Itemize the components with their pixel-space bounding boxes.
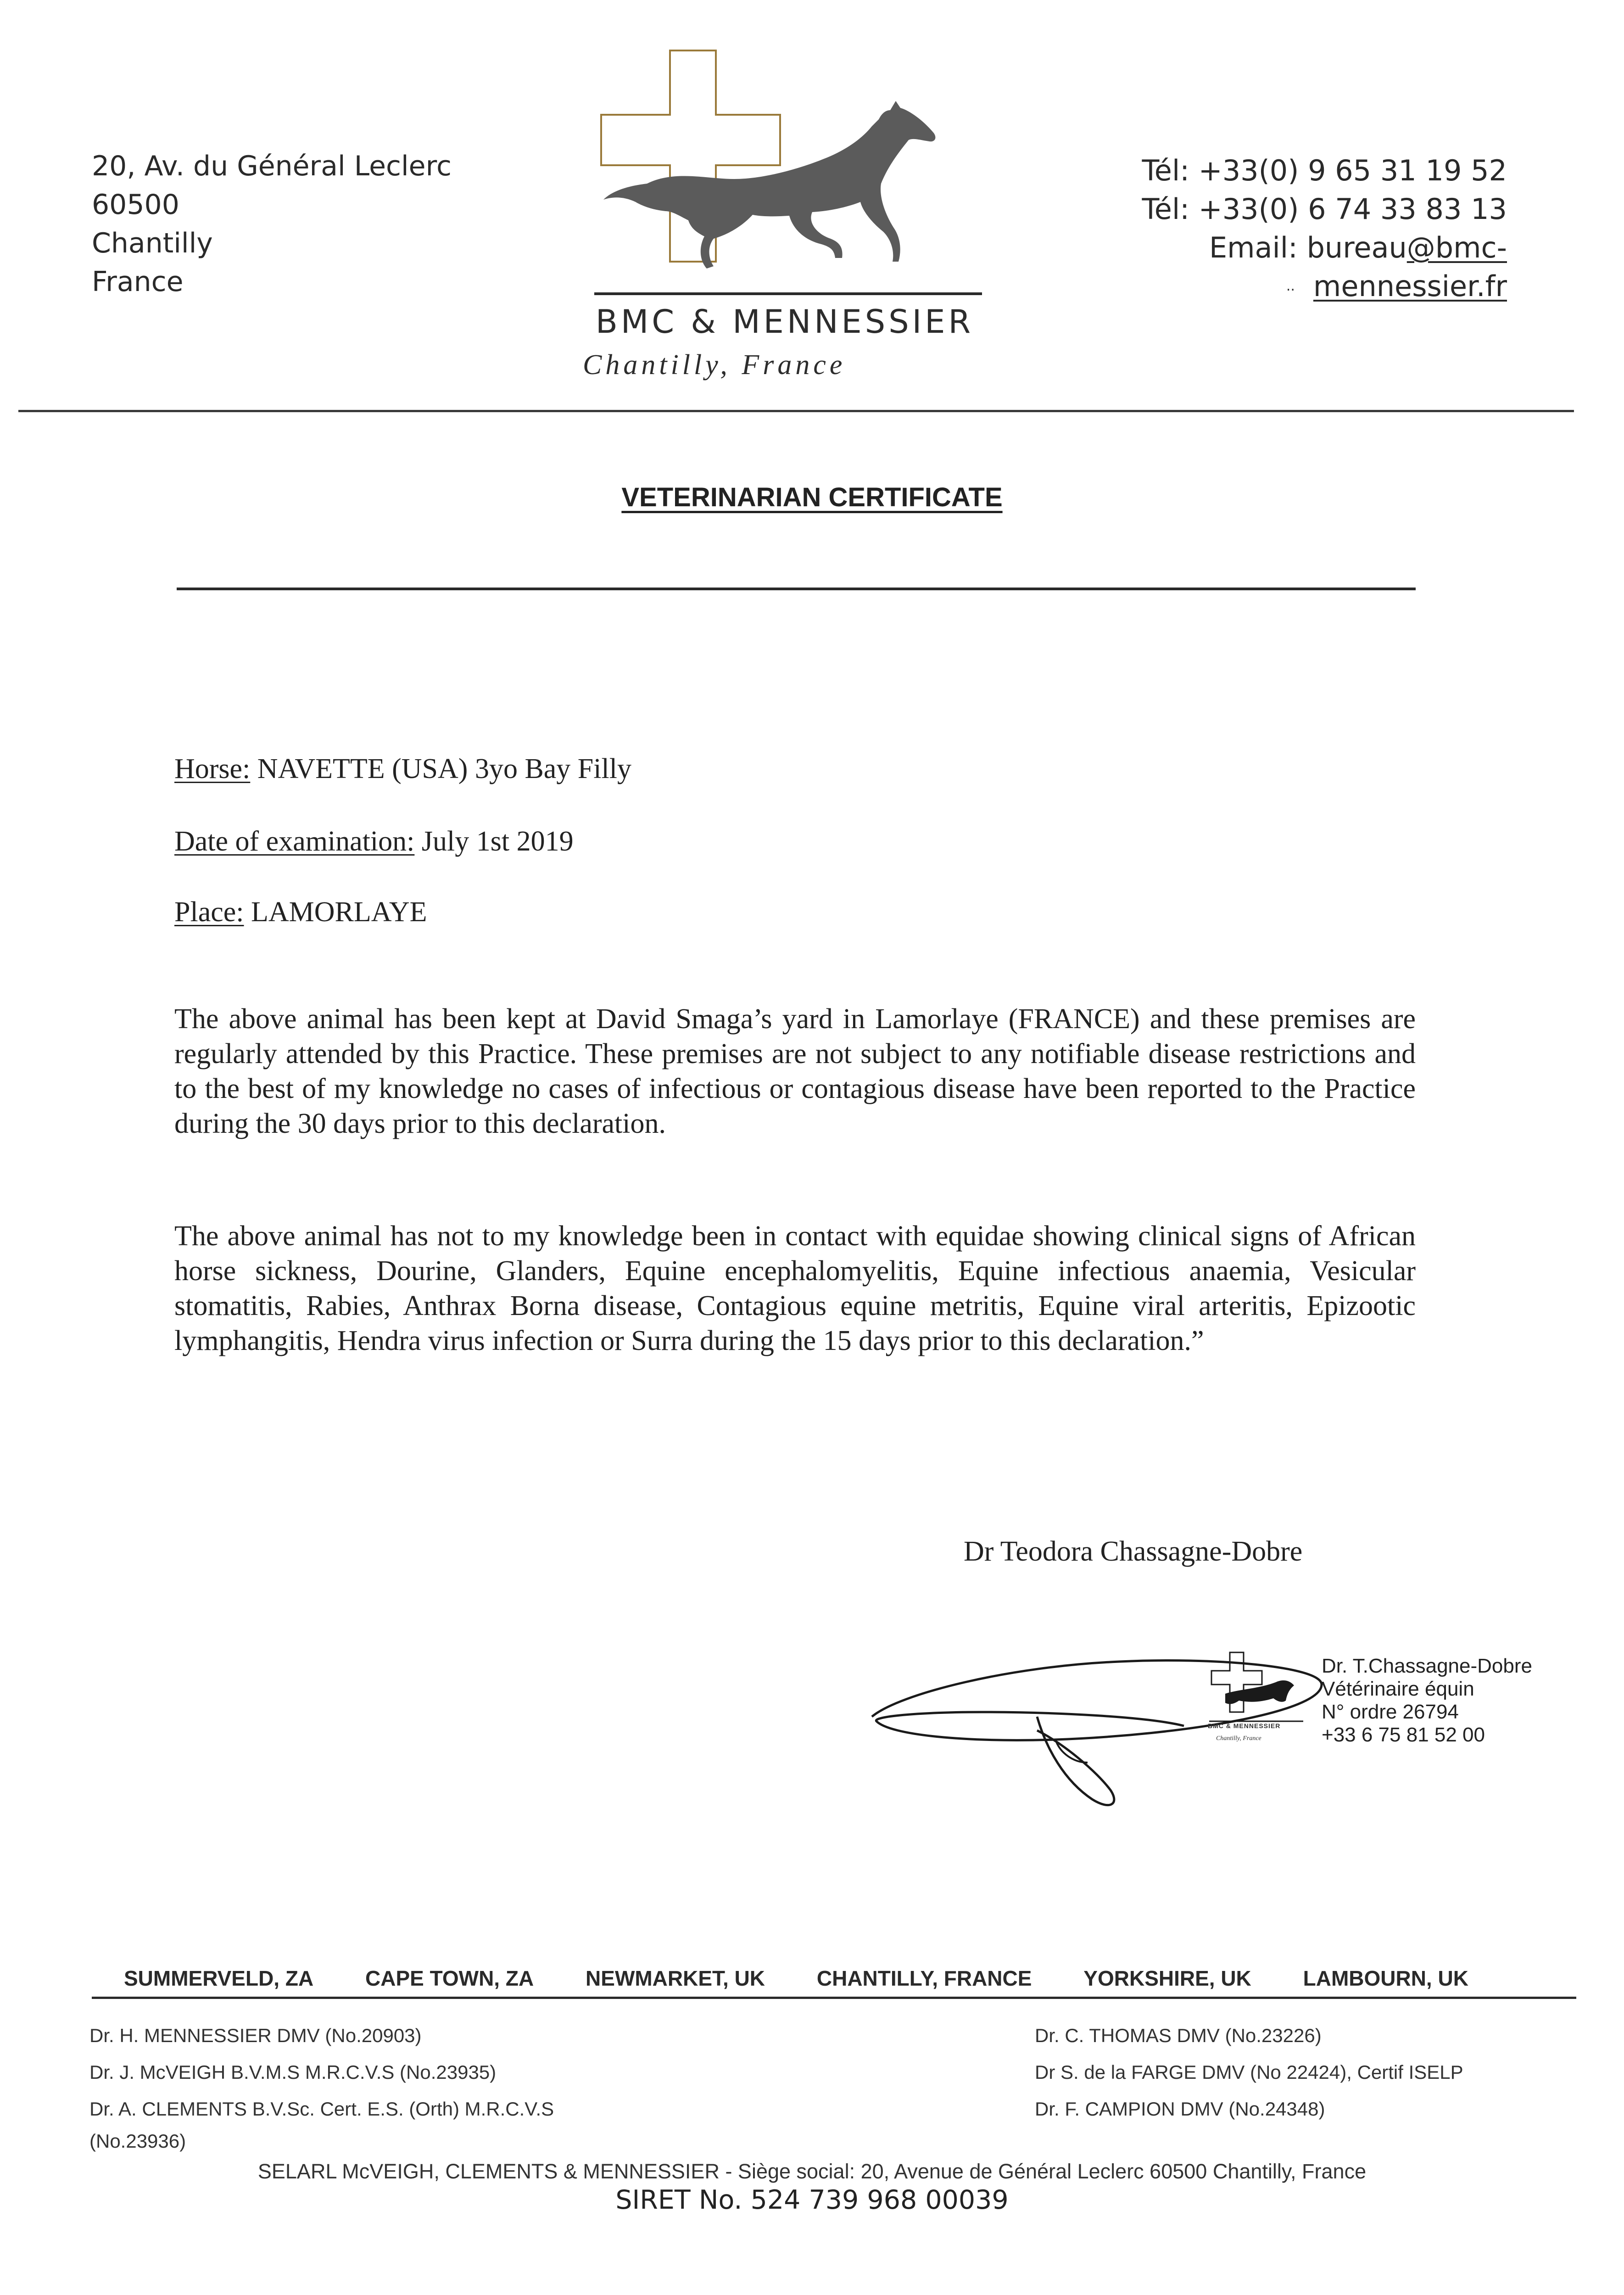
- vet-entry: Dr. C. THOMAS DMV (No.23226): [1035, 2025, 1322, 2046]
- stamp-name: Dr. T.Chassagne-Dobre: [1322, 1655, 1532, 1677]
- vet-list-right: [1035, 2017, 1463, 2127]
- location-item: YORKSHIRE, UK: [1083, 1966, 1251, 1990]
- address-line: France: [92, 266, 184, 298]
- email-line-2: [1142, 267, 1507, 306]
- stamp-mini-location: Chantilly, France: [1216, 1735, 1261, 1742]
- address-line: 60500: [92, 189, 179, 221]
- brand-location: Chantilly, France: [583, 349, 846, 381]
- email-line: [1142, 229, 1507, 267]
- location-item: CAPE TOWN, ZA: [365, 1966, 534, 1990]
- vet-entry: (No.23936): [89, 2130, 186, 2152]
- company-registration: SELARL McVEIGH, CLEMENTS & MENNESSIER - Siège social: 20, Avenue de Général Leclerc 60500 Chantilly, France: [257, 2160, 1367, 2183]
- address-line: 20, Av. du Général Leclerc: [92, 150, 452, 182]
- location-item: NEWMARKET, UK: [586, 1966, 765, 1990]
- contact-block: [1142, 151, 1507, 306]
- practice-address: [92, 147, 452, 301]
- brand-name: BMC & MENNESSIER: [595, 303, 974, 341]
- stamp-order: N° ordre 26794: [1322, 1701, 1459, 1723]
- vet-entry: Dr. J. McVEIGH B.V.M.S M.R.C.V.S (No.23935): [89, 2061, 497, 2083]
- cross-and-galloping-horse-logo: [592, 46, 987, 303]
- phone-1: Tél: +33(0) 9 65 31 19 52: [1142, 154, 1507, 187]
- location-item: SUMMERVELD, ZA: [124, 1966, 314, 1990]
- certificate-title: VETERINARIAN CERTIFICATE: [621, 482, 1003, 512]
- email-dots: ..: [1286, 278, 1295, 294]
- horse-value: NAVETTE (USA) 3yo Bay Filly: [257, 753, 631, 784]
- office-locations: [124, 1966, 1468, 1991]
- vet-list-left: [89, 2017, 554, 2155]
- siret-number: SIRET No. 524 739 968 00039: [615, 2185, 1009, 2215]
- email-link-part2[interactable]: mennessier.fr: [1313, 269, 1507, 303]
- date-label: Date of examination:: [174, 826, 415, 857]
- vet-entry: Dr. F. CAMPION DMV (No.24348): [1035, 2098, 1325, 2120]
- horse-field: [174, 753, 631, 785]
- paragraph-contact: The above animal has not to my knowledge been in contact with equidae showing clinical signs of African horse sickness, Dourine, Glanders, Equine encephalomyelitis, Equine infectious anaemia, Vesicular stomatitis, Rabies, Anthrax Borna disease, Contagious equine metritis, Equine viral arteritis, Epizootic lymphangitis, Hendra virus infection or Surra during the 15 days prior to this declaration.”: [174, 1220, 1416, 1356]
- vet-entry: Dr. H. MENNESSIER DMV (No.20903): [89, 2025, 422, 2046]
- footer-divider: [92, 1997, 1576, 1999]
- vet-entry: Dr. A. CLEMENTS B.V.Sc. Cert. E.S. (Orth) M.R.C.V.S: [89, 2098, 554, 2120]
- place-label: Place:: [174, 896, 244, 928]
- email-link-part1[interactable]: @bmc-: [1406, 231, 1507, 264]
- vet-stamp: [1322, 1655, 1532, 1746]
- stamp-mini-brand: BMC & MENNESSIER: [1208, 1722, 1281, 1730]
- stamp-role: Vétérinaire équin: [1322, 1678, 1474, 1700]
- vet-entry: Dr S. de la FARGE DMV (No 22424), Certif ISELP: [1035, 2061, 1463, 2083]
- place-field: [174, 896, 427, 929]
- place-value: LAMORLAYE: [251, 896, 427, 928]
- paragraph-premises: The above animal has been kept at David Smaga’s yard in Lamorlaye (FRANCE) and these premises are regularly attended by this Practice. These premises are not subject to any notifiable disease restrictions and to the best of my knowledge no cases of infectious or contagious disease have been reported to the Practice during the 30 days prior to this declaration.: [174, 1003, 1416, 1139]
- header-divider: [18, 410, 1574, 412]
- signatory-name: Dr Teodora Chassagne-Dobre: [964, 1536, 1303, 1567]
- stamp-phone: +33 6 75 81 52 00: [1322, 1724, 1485, 1746]
- email-prefix: Email: bureau: [1209, 231, 1407, 264]
- address-line: Chantilly: [92, 227, 213, 259]
- date-value: July 1st 2019: [421, 826, 574, 857]
- title-divider: [177, 588, 1416, 590]
- location-item: LAMBOURN, UK: [1303, 1966, 1468, 1990]
- horse-label: Horse:: [174, 753, 251, 784]
- phone-2: Tél: +33(0) 6 74 33 83 13: [1142, 192, 1507, 226]
- date-field: [174, 825, 574, 858]
- location-item: CHANTILLY, FRANCE: [816, 1966, 1032, 1990]
